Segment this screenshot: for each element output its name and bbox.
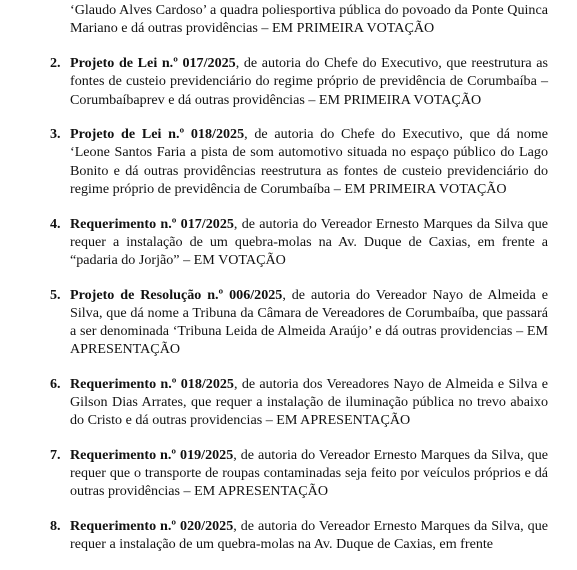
- item-title: Projeto de Resolução n.º 006/2025: [70, 286, 283, 303]
- item-number: 5.: [50, 286, 61, 303]
- item-title: Requerimento n.º 017/2025: [70, 215, 234, 232]
- agenda-item-5: [0, 286, 577, 359]
- item-title: Projeto de Lei n.º 017/2025: [70, 55, 236, 72]
- item-text: ‘Glaudo Alves Cardoso’ a quadra poliesportiva pública do povoado da Ponte Quinca Mariano e dá outras providências – EM PRIMEIRA VOTAÇÃO: [70, 2, 548, 37]
- agenda-item-6: [0, 375, 577, 430]
- agenda-item-8: [0, 517, 577, 553]
- agenda-item-7: [0, 446, 577, 501]
- agenda-item-3: [0, 125, 577, 198]
- item-text: , de autoria do Chefe do Executivo, que reestrutura as fontes de custeio previdenciário do regime próprio de previdência de Corumbaíba – Corumbaíbaprev e dá outras providências – EM PRIMEIRA VOTAÇÃO: [70, 55, 549, 108]
- item-number: [50, 0, 61, 1]
- item-title: Projeto de Lei n.º 018/2025: [70, 126, 245, 143]
- item-text: , de autoria do Chefe do Executivo, que dá nome ‘Leone Santos Faria a pista de som automotivo situada no espaço público do Lago Bonito e dá outras providências reestrutura as fontes de custeio previdenciário do regime próprio de previdência de Corumbaíba – EM PRIMEIRA VOTAÇÃO: [70, 126, 548, 197]
- agenda-item-2: [0, 54, 577, 109]
- item-number: 8.: [50, 518, 61, 535]
- item-number: 6.: [50, 375, 61, 392]
- item-text: , de autoria dos Vereadores Nayo de Almeida e Silva e Gilson Dias Arrates, que requer a instalação de iluminação pública no trevo abaixo do Cristo e dá outras providencias – EM APRESENTAÇÃO: [70, 375, 548, 429]
- agenda-item-1: [0, 0, 577, 38]
- item-title: Requerimento n.º 019/2025: [70, 447, 234, 464]
- agenda-item-4: [0, 215, 577, 270]
- item-text: , de autoria do Vereador Ernesto Marques da Silva, que requer que o transporte de roupas contaminadas seja feito por veículos próprios e dá outras providências – EM APRESENTAÇÃO: [70, 447, 548, 500]
- item-title: Requerimento n.º 018/2025: [70, 375, 234, 392]
- item-title: Requerimento n.º 020/2025: [70, 518, 234, 535]
- item-text: , de autoria do Vereador Ernesto Marques da Silva, que requer a instalação de um quebra-molas na Av. Duque de Caxias, em frente: [70, 518, 548, 553]
- item-text: , de autoria do Vereador Ernesto Marques da Silva que requer a instalação de um quebra-molas na Av. Duque de Caxias, em frente a “padaria do Jorjão” – EM VOTAÇÃO: [70, 215, 549, 268]
- item-number: 4.: [50, 215, 61, 232]
- item-number: 7.: [50, 447, 61, 464]
- item-number: 3.: [50, 126, 61, 143]
- item-number: 2.: [50, 55, 61, 72]
- item-text: , de autoria do Vereador Nayo de Almeida e Silva, que dá nome a Tribuna da Câmara de Vereadores de Corumbaíba, que passará a ser denominada ‘Tribuna Leida de Almeida Araújo’ e dá outras providencias – EM APRESENTAÇÃO: [70, 286, 548, 358]
